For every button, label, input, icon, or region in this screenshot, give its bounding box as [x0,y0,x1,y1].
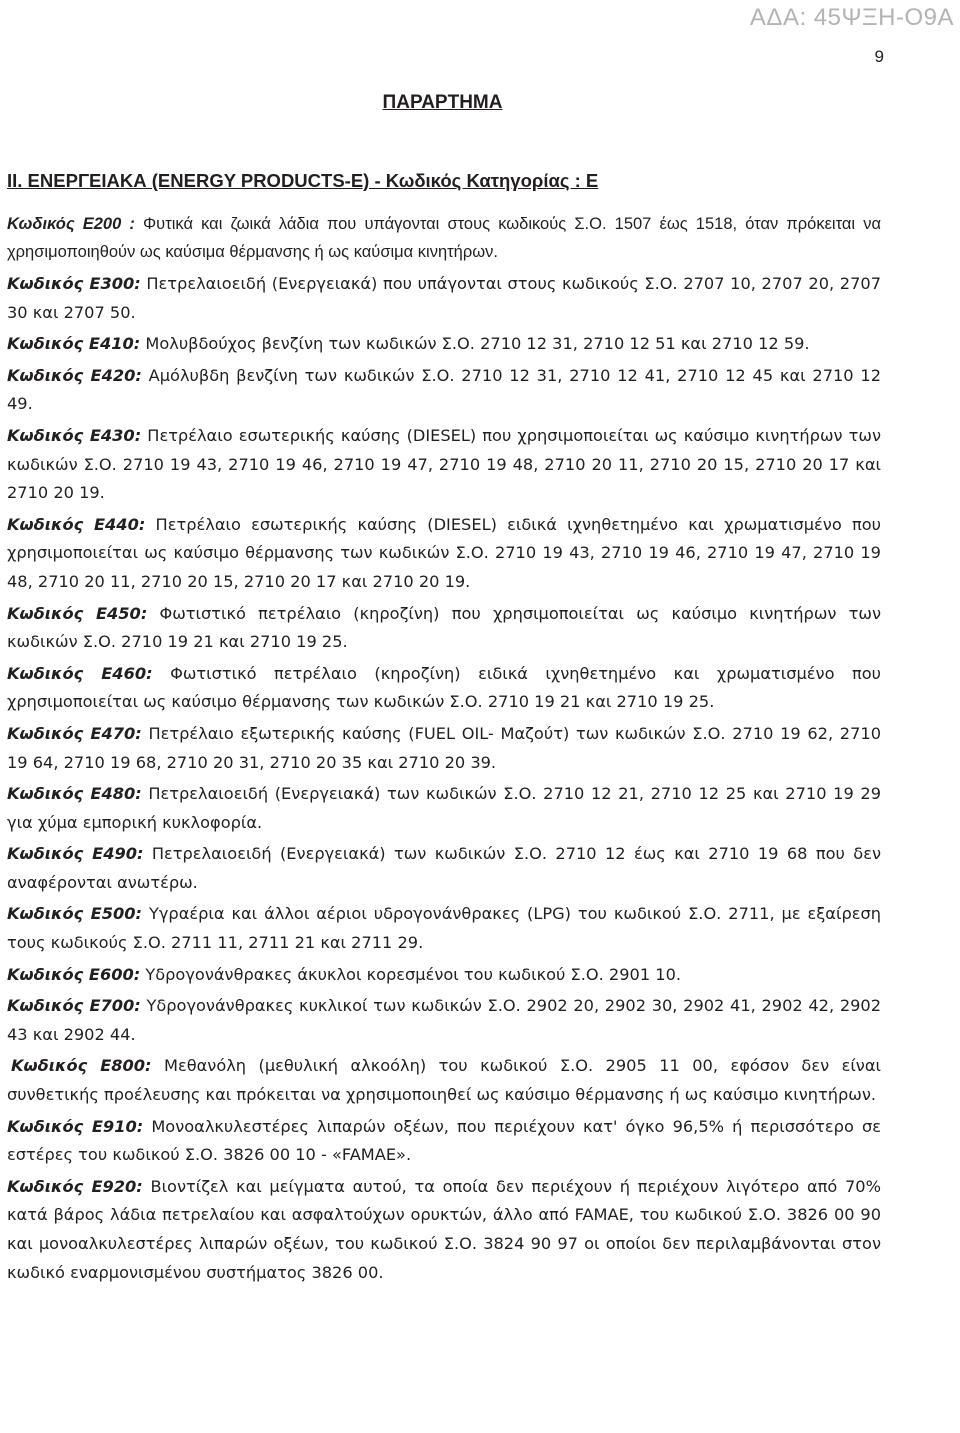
entries-list [7,210,881,1287]
entry-e470 [7,720,881,777]
entry-code: Κωδικός Ε450: [7,603,148,623]
ada-reference: ΑΔΑ: 45ΨΞΗ-Ο9Α [749,4,954,31]
entry-code: Κωδικός Ε470: [7,723,142,743]
entry-code: Κωδικός Ε700: [7,996,141,1016]
entry-e200 [7,210,881,266]
entry-text: Αμόλυβδη βενζίνη των κωδικών Σ.Ο. 2710 12 31, 2710 12 41, 2710 12 45 και 2710 12 49. [7,365,881,414]
page-title: ΠΑΡΑΡΤΗΜΑ [382,92,503,113]
entry-code: Κωδικός Ε800: [11,1056,152,1076]
entry-e600 [7,961,881,990]
section-title: ΙΙ. ΕΝΕΡΓΕΙΑΚΑ (ENERGY PRODUCTS-E) - Κωδικός Κατηγορίας : Ε [7,170,599,191]
entry-e300 [7,270,881,327]
entry-text: Πετρελαιοειδή (Ενεργειακά) που υπάγονται στους κωδικούς Σ.Ο. 2707 10, 2707 20, 2707 30 και 2707 50. [7,274,881,322]
entry-text: Πετρελαιοειδή (Ενεργειακά) των κωδικών Σ.Ο. 2710 12 21, 2710 12 25 και 2710 19 29 για χύμα εμπορική κυκλοφορία. [7,784,881,832]
entry-text: Μονοαλκυλεστέρες λιπαρών οξέων, που περιέχουν κατ' όγκο 96,5% ή περισσότερο σε εστέρες του κωδικού Σ.Ο. 3826 00 10 - «FAMAE». [7,1116,881,1165]
entry-code: Κωδικός Ε430: [7,425,142,445]
entry-e420 [7,362,881,419]
entry-text: Υγραέρια και άλλοι αέριοι υδρογονάνθρακες (LPG) του κωδικού Σ.Ο. 2711, με εξαίρεση τους κωδικούς Σ.Ο. 2711 11, 2711 21 και 2711 29. [7,904,881,953]
page-number: 9 [874,47,884,66]
entry-e450 [7,600,881,657]
entry-code: Κωδικός Ε480: [7,784,142,804]
entry-code: Κωδικός Ε600: [7,964,141,984]
entry-code: Κωδικός Ε200 : [7,215,135,233]
entry-code: Κωδικός Ε500: [7,904,143,924]
entry-text: Φυτικά και ζωικά λάδια που υπάγονται στους κωδικούς Σ.Ο. 1507 έως 1518, όταν πρόκειται να χρησιμοποιηθούν ως καύσιμα θέρμανσης ή ως καύσιμα κινητήρων. [7,215,881,261]
entry-text: Πετρέλαιο εξωτερικής καύσης (FUEL OIL- Μαζούτ) των κωδικών Σ.Ο. 2710 19 62, 2710 19 64, 2710 19 68, 2710 20 31, 2710 20 35 και 2710 20 39. [7,723,882,772]
entry-code: Κωδικός Ε460: [7,663,153,683]
entry-code: Κωδικός Ε420: [7,365,142,385]
entry-e500 [7,900,881,957]
entry-e480 [7,780,881,837]
entry-e430 [7,422,881,508]
entry-e700 [7,992,881,1049]
entry-text: Μολυβδούχος βενζίνη των κωδικών Σ.Ο. 2710 12 31, 2710 12 51 και 2710 12 59. [140,334,810,354]
entry-text: Πετρελαιοειδή (Ενεργειακά) των κωδικών Σ.Ο. 2710 12 έως και 2710 19 68 που δεν αναφέρονται ανωτέρω. [7,844,881,892]
entry-e460 [7,660,881,717]
entry-e410 [7,330,881,359]
entry-e490 [7,840,881,897]
entry-e920 [7,1173,881,1287]
entry-text: Φωτιστικό πετρέλαιο (κηροζίνη) που χρησιμοποιείται ως καύσιμο κινητήρων των κωδικών Σ.Ο. 2710 19 21 και 2710 19 25. [7,603,881,652]
entry-code: Κωδικός Ε440: [7,514,146,534]
entry-text: Πετρέλαιο εσωτερικής καύσης (DIESEL) που χρησιμοποιείται ως καύσιμο κινητήρων των κωδικών Σ.Ο. 2710 19 43, 2710 19 46, 2710 19 47, 2710 19 48, 2710 20 11, 2710 20 15, 2710 20 17 και 2710 20 19. [7,425,881,503]
entry-text: Υδρογονάνθρακες άκυκλοι κορεσμένοι του κωδικού Σ.Ο. 2901 10. [140,964,682,984]
entry-text: Φωτιστικό πετρέλαιο (κηροζίνη) ειδικά ιχνηθετημένο και χρωματισμένο που χρησιμοποιείται ως καύσιμο θέρμανσης των κωδικών Σ.Ο. 2710 19 21 και 2710 19 25. [7,663,882,712]
entry-e440 [7,511,881,597]
entry-code: Κωδικός Ε910: [7,1116,144,1136]
entry-text: Πετρέλαιο εσωτερικής καύσης (DIESEL) ειδικά ιχνηθετημένο και χρωματισμένο που χρησιμοποιείται ως καύσιμο θέρμανσης των κωδικών Σ.Ο. 2710 19 43, 2710 19 46, 2710 19 47, 2710 19 48, 2710 20 11, 2710 20 15, 2710 20 17 και 2710 20 19. [7,514,881,591]
entry-code: Κωδικός Ε300: [7,274,141,293]
entry-text: Υδρογονάνθρακες κυκλικοί των κωδικών Σ.Ο. 2902 20, 2902 30, 2902 41, 2902 42, 2902 43 και 2902 44. [7,996,882,1044]
entry-text: Βιοντίζελ και μείγματα αυτού, τα οποία δεν περιέχουν ή περιέχουν λιγότερο από 70% κατά βάρος λάδια πετρελαίου και ασφαλτούχων ορυκτών, άλλο από FAMAE, του κωδικού Σ.Ο. 3826 00 90 και μονοαλκυλεστέρες λιπαρών οξέων, του κωδικού Σ.Ο. 3824 90 97 οι οποίοι δεν περιλαμβάνονται στον κωδικό εναρμονισμένου συστήματος 3826 00. [7,1176,881,1282]
entry-code: Κωδικός Ε490: [7,844,144,864]
entry-code: Κωδικός Ε920: [7,1176,143,1196]
entry-e800 [7,1052,881,1109]
entry-e910 [7,1113,881,1170]
entry-code: Κωδικός Ε410: [7,334,141,354]
entry-text: Μεθανόλη (μεθυλική αλκοόλη) του κωδικού Σ.Ο. 2905 11 00, εφόσον δεν είναι συνθετικής προέλευσης και πρόκειται να χρησιμοποιηθεί ως καύσιμο θέρμανσης ή ως καύσιμο κινητήρων. [7,1056,881,1105]
